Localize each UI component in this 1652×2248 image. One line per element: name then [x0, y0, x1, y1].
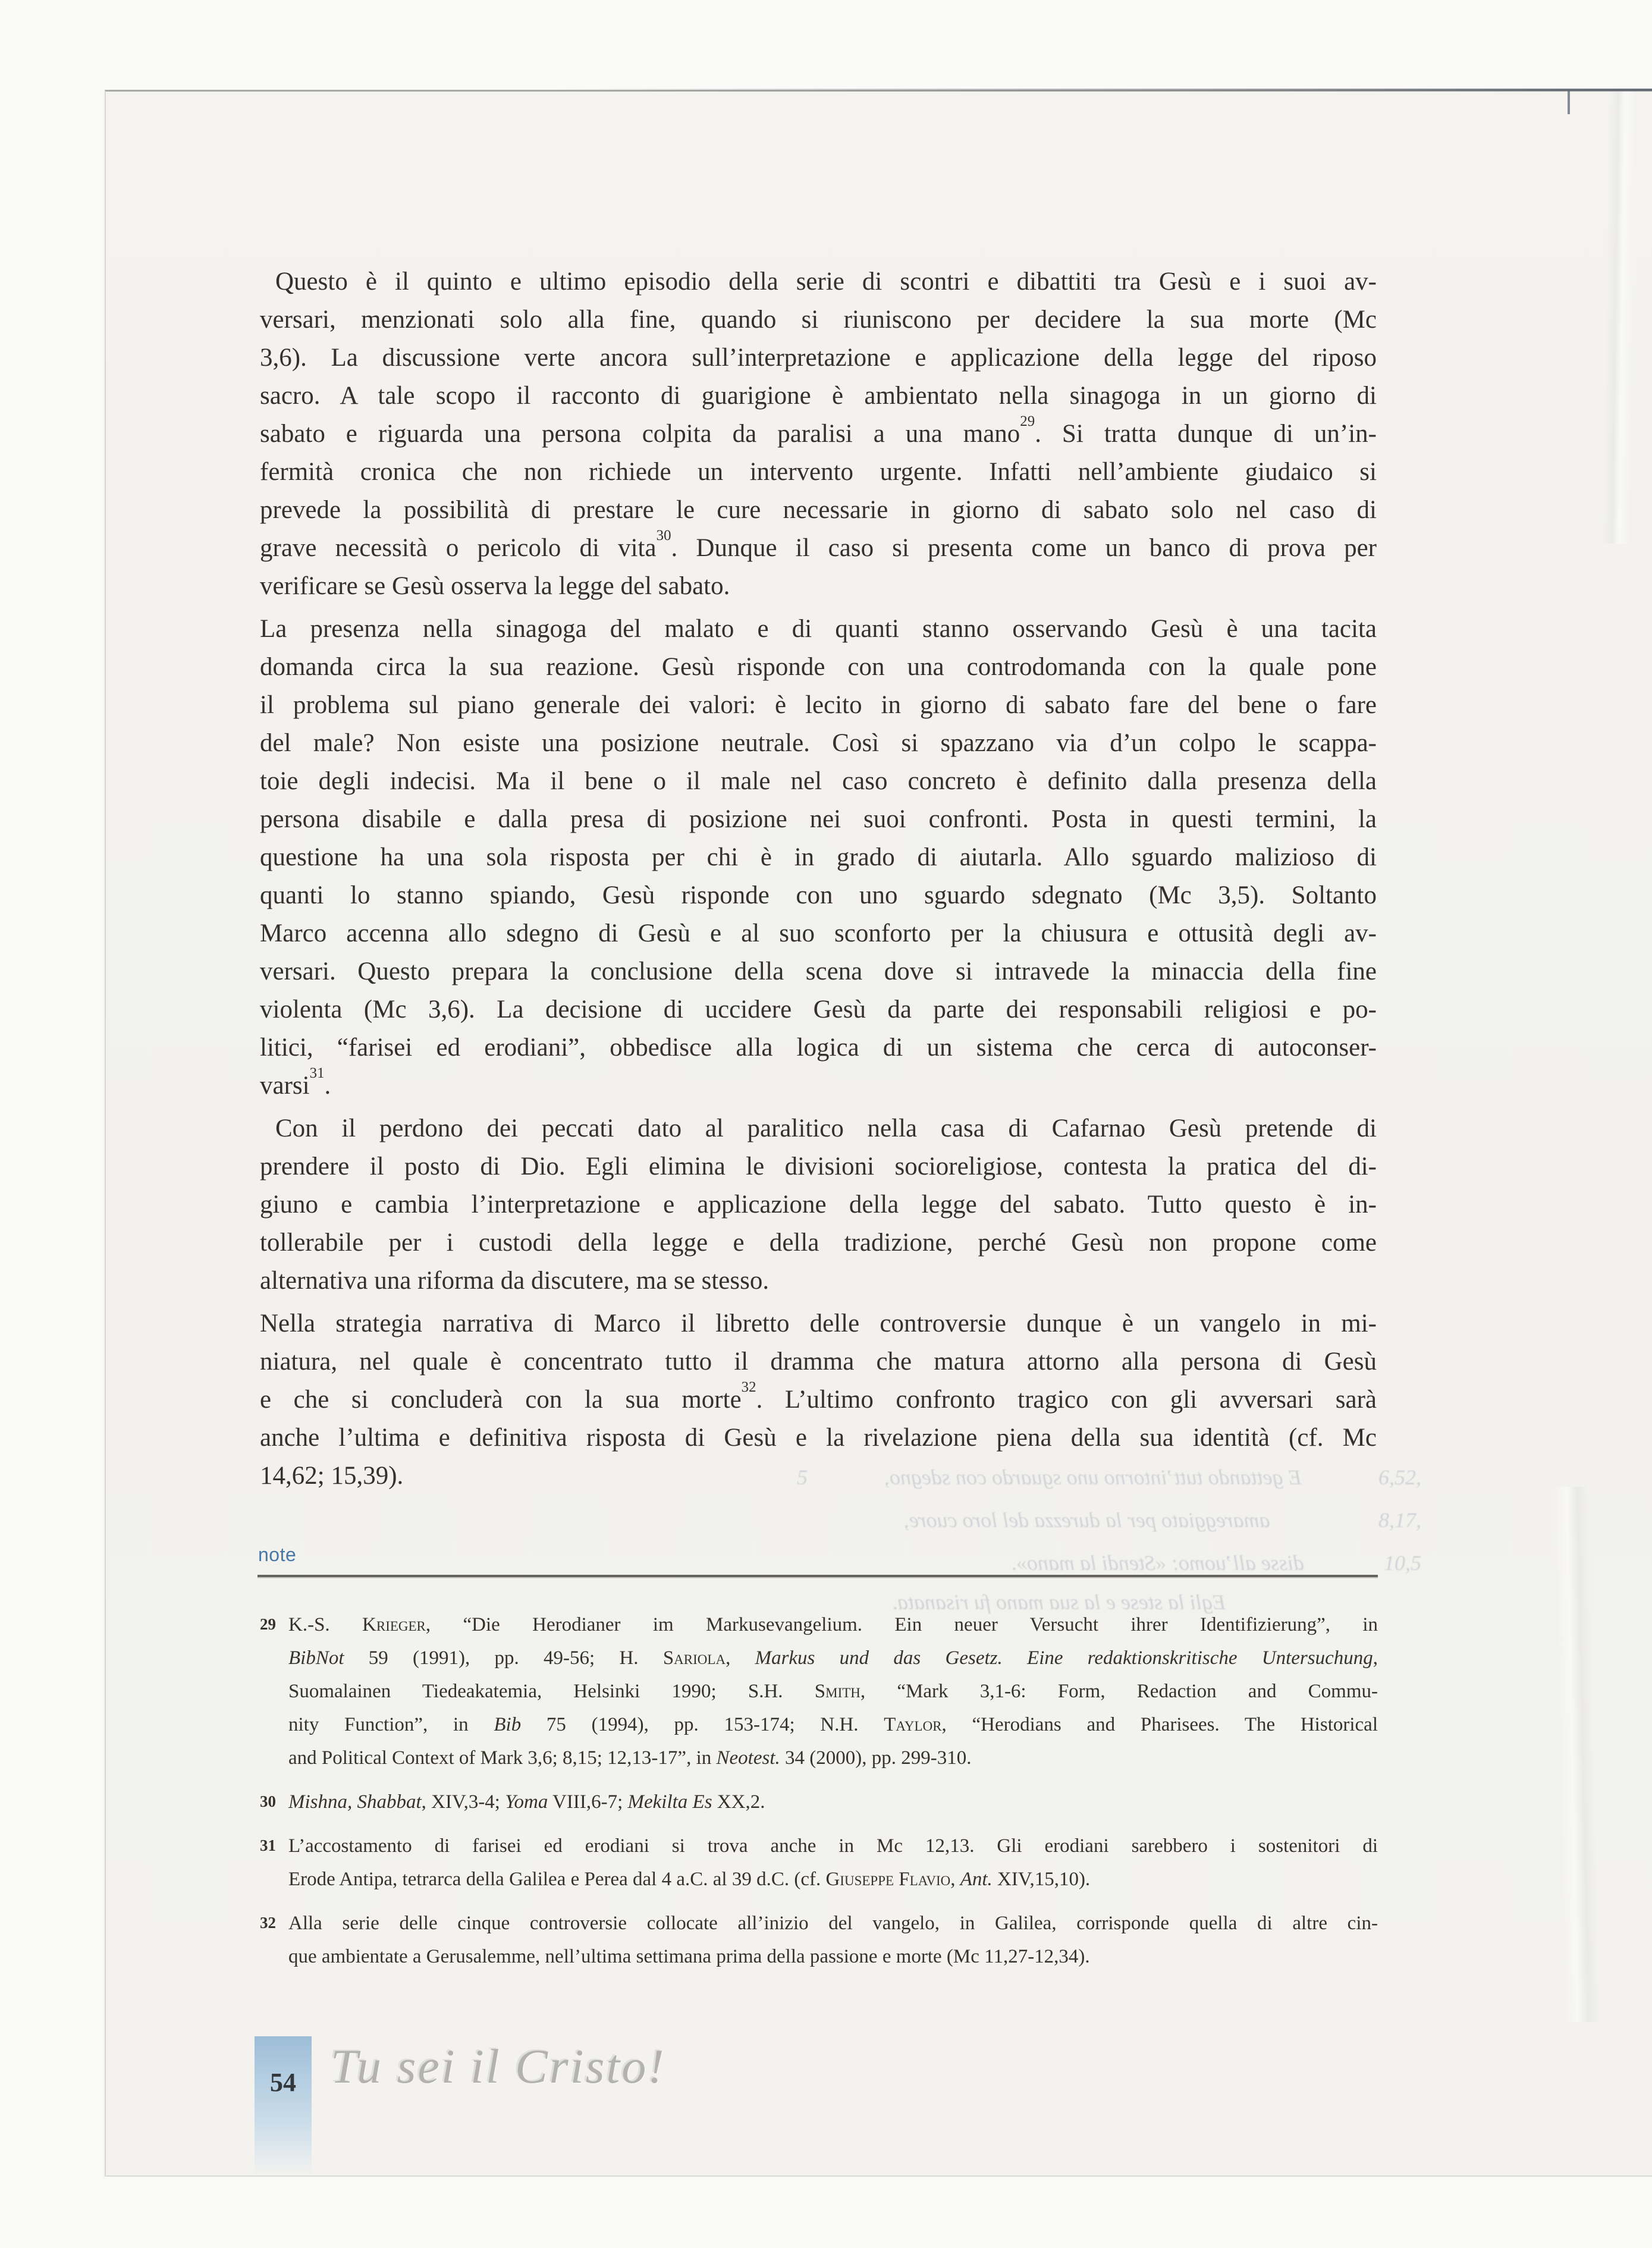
- footnote-item: [260, 1907, 1378, 1973]
- footnote-line: and Political Context of Mark 3,6; 8,15; 12,13-17”, in Neotest. 34 (2000), pp. 299-310.: [288, 1747, 972, 1769]
- ghost-verse-number: 5: [797, 1465, 808, 1489]
- body-line: il problema sul piano generale dei valori: è lecito in giorno di sabato fare del bene o fare: [260, 691, 1377, 719]
- body-line: Con il perdono dei peccati dato al paralitico nella casa di Cafarnao Gesù pretende di: [275, 1114, 1377, 1142]
- footnote-item: [260, 1608, 1378, 1775]
- footnote-number: 31: [260, 1836, 276, 1854]
- ghost-verse-ref: 8,17,: [1378, 1508, 1421, 1532]
- body-line: persona disabile e dalla presa di posizione nei suoi confronti. Posta in questi termini, la: [260, 805, 1377, 833]
- body-line: alternativa una riforma da discutere, ma se stesso.: [260, 1267, 770, 1295]
- ghost-verse-ref: 10,5: [1384, 1551, 1421, 1575]
- footnote-line: Erode Antipa, tetrarca della Galilea e Perea dal 4 a.C. al 39 d.C. (cf. Giuseppe Flavio, Ant. XIV,15,10).: [288, 1869, 1091, 1890]
- footnote-line: Suomalainen Tiedeakatemia, Helsinki 1990; S.H. Smith, “Mark 3,1-6: Form, Redaction and Commu-: [288, 1681, 1378, 1702]
- body-line: versari, menzionati solo alla fine, quando si riuniscono per decidere la sua morte (Mc: [260, 306, 1377, 334]
- notes-divider-rule: [257, 1575, 1378, 1577]
- footnote-line: que ambientate a Gerusalemme, nell’ultima settimana prima della passione e morte (Mc 11,27-12,34).: [288, 1946, 1090, 1967]
- body-line: quanti lo stanno spiando, Gesù risponde con uno sguardo sdegnato (Mc 3,5). Soltanto: [260, 881, 1377, 909]
- footnote-number: 30: [260, 1792, 276, 1810]
- paragraph: [260, 610, 1377, 1105]
- footnote-line: nity Function”, in Bib 75 (1994), pp. 153-174; N.H. Taylor, “Herodians and Pharisees. The Historical: [288, 1714, 1378, 1735]
- body-line: anche l’ultima e definitiva risposta di Gesù e la rivelazione piena della sua identità (cf. Mc: [260, 1424, 1377, 1452]
- footnote-line: BibNot 59 (1991), pp. 49-56; H. Sariola, Markus und das Gesetz. Eine redaktionskritische Untersuchung,: [288, 1647, 1378, 1669]
- body-line: violenta (Mc 3,6). La decisione di uccidere Gesù da parte dei responsabili religiosi e po-: [260, 996, 1377, 1023]
- footnotes-list: [260, 1608, 1378, 1984]
- body-line: 3,6). La discussione verte ancora sull’interpretazione e applicazione della legge del riposo: [260, 344, 1377, 372]
- paragraph: [260, 1305, 1377, 1495]
- footnote-line: Mishna, Shabbat, XIV,3-4; Yoma VIII,6-7; Mekilta Es XX,2.: [288, 1791, 765, 1813]
- footnote-line: Alla serie delle cinque controversie collocate all’inizio del vangelo, in Galilea, corrisponde quella di altre cin-: [288, 1913, 1378, 1934]
- footnote-item: [260, 1829, 1378, 1896]
- body-line: Questo è il quinto e ultimo episodio della serie di scontri e dibattiti tra Gesù e i suoi av-: [275, 268, 1377, 296]
- body-line: prevede la possibilità di prestare le cure necessarie in giorno di sabato solo nel caso di: [260, 496, 1377, 524]
- footnote-line: K.-S. Krieger, “Die Herodianer im Markusevangelium. Ein neuer Versucht ihrer Identifizierung”, in: [288, 1614, 1378, 1635]
- ghost-text: E gettando tutt’intorno uno sguardo con sdegno,: [884, 1465, 1302, 1489]
- page-number-box: [255, 2036, 312, 2175]
- footnote-number: 32: [260, 1914, 276, 1932]
- body-line: giuno e cambia l’interpretazione e applicazione della legge del sabato. Tutto questo è in-: [260, 1191, 1377, 1219]
- running-footer-title: Tu sei il Cristo!: [331, 2039, 666, 2093]
- notes-section-label: note: [258, 1544, 297, 1565]
- body-line: 14,62; 15,39).: [260, 1462, 404, 1490]
- body-line: domanda circa la sua reazione. Gesù risponde con una controdomanda con la quale pone: [260, 653, 1377, 681]
- ghost-text: Egli la stese e la sua mano fu risanata.: [892, 1590, 1226, 1614]
- body-line: questione ha una sola risposta per chi è in grado di aiutarla. Allo sguardo malizioso di: [260, 843, 1377, 871]
- body-line: varsi$^{31}$.: [260, 1065, 331, 1100]
- body-line: sacro. A tale scopo il racconto di guarigione è ambientato nella sinagoga in un giorno di: [260, 382, 1377, 410]
- body-line: del male? Non esiste una posizione neutrale. Così si spazzano via d’un colpo le scappa-: [260, 729, 1377, 757]
- body-line: litici, “farisei ed erodiani”, obbedisce alla logica di un sistema che cerca di autoconser-: [260, 1034, 1377, 1062]
- body-line: prendere il posto di Dio. Egli elimina le divisioni socioreligiose, contesta la pratica del di-: [260, 1153, 1377, 1180]
- page-bottom-edge: [105, 2175, 1652, 2248]
- page-edge-tear-mark: [1568, 90, 1570, 114]
- body-line: grave necessità o pericolo di vita$^{30}$. Dunque il caso si presenta come un banco di prova per: [260, 527, 1377, 562]
- body-line: Nella strategia narrativa di Marco il libretto delle controversie dunque è un vangelo in mi-: [260, 1310, 1377, 1338]
- body-line: toie degli indecisi. Ma il bene o il male nel caso concreto è definito dalla presenza della: [260, 767, 1377, 795]
- body-line: fermità cronica che non richiede un intervento urgente. Infatti nell’ambiente giudaico si: [260, 458, 1377, 486]
- body-line: Marco accenna allo sdegno di Gesù e al suo sconforto per la chiusura e ottusità degli av-: [260, 919, 1377, 947]
- body-line: tollerabile per i custodi della legge e della tradizione, perché Gesù non propone come: [260, 1229, 1377, 1257]
- body-line: versari. Questo prepara la conclusione della scena dove si intravede la minaccia della fine: [260, 957, 1377, 985]
- footnote-line: L’accostamento di farisei ed erodiani si trova anche in Mc 12,13. Gli erodiani sarebbero i sostenitori di: [288, 1835, 1378, 1857]
- footnote-item: [260, 1785, 1378, 1819]
- body-text: [260, 263, 1377, 1495]
- body-line: verificare se Gesù osserva la legge del sabato.: [260, 572, 730, 600]
- page-top-edge-shadow: [535, 89, 1652, 91]
- page-number: 54: [270, 2068, 296, 2097]
- footnote-number: 29: [260, 1615, 276, 1633]
- ghost-text: disse all’uomo: «Stendi la mano».: [1011, 1551, 1304, 1575]
- body-line: niatura, nel quale è concentrato tutto il dramma che matura attorno alla persona di Gesù: [260, 1348, 1377, 1376]
- body-line: La presenza nella sinagoga del malato e di quanti stanno osservando Gesù è una tacita: [260, 615, 1377, 643]
- ghost-text: amareggiato per la durezza del loro cuore,: [904, 1508, 1270, 1532]
- paragraph: [260, 1110, 1377, 1300]
- paragraph: [260, 263, 1377, 605]
- ghost-verse-ref: 6,52,: [1378, 1465, 1421, 1489]
- body-line: e che si concluderà con la sua morte$^{32}$. L’ultimo confronto tragico con gli avversari sarà: [260, 1379, 1377, 1414]
- body-line: sabato e riguarda una persona colpita da paralisi a una mano$^{29}$. Si tratta dunque di un’in-: [260, 413, 1377, 448]
